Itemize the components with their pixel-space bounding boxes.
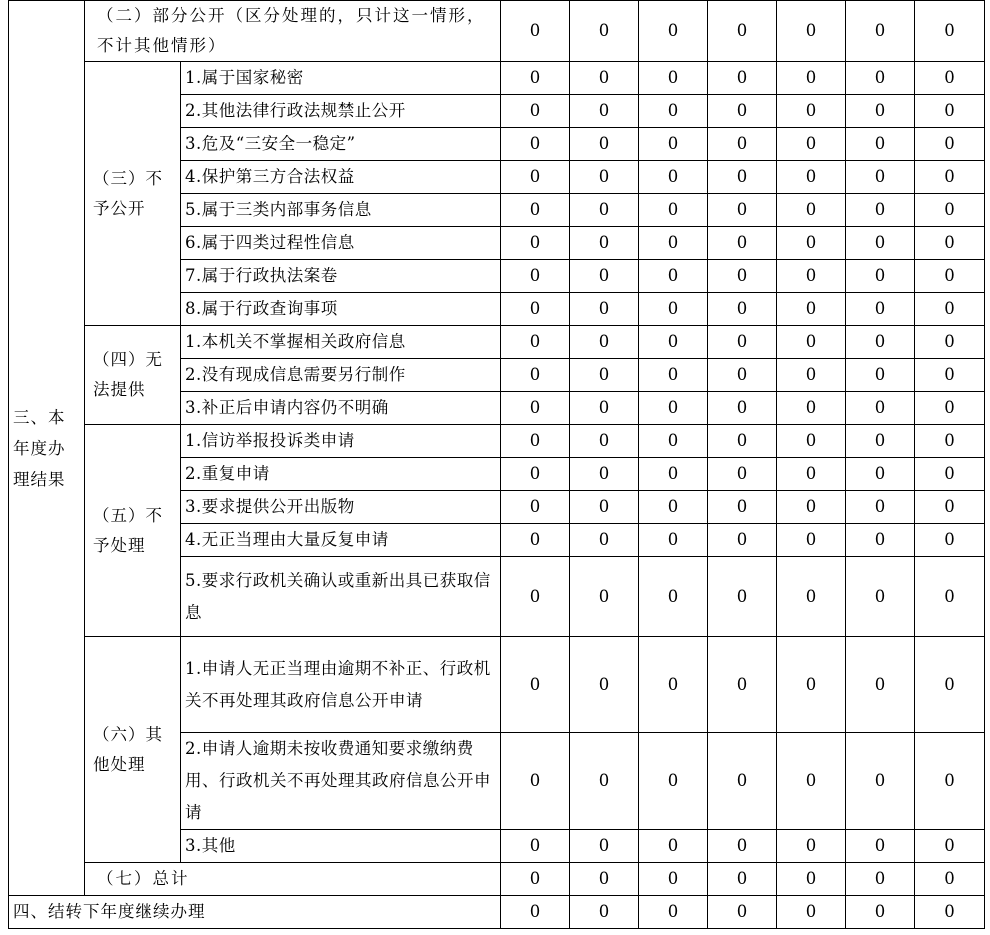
value-cell: 0 bbox=[570, 524, 639, 557]
value-cell: 0 bbox=[501, 128, 570, 161]
value-cell: 0 bbox=[501, 392, 570, 425]
value-cell: 0 bbox=[639, 392, 708, 425]
value-cell: 0 bbox=[777, 458, 846, 491]
value-cell: 0 bbox=[570, 359, 639, 392]
item-label-cell: 6.属于四类过程性信息 bbox=[181, 227, 501, 260]
value-cell: 0 bbox=[708, 830, 777, 863]
value-cell: 0 bbox=[777, 733, 846, 830]
item-label-cell: 1.申请人无正当理由逾期不补正、行政机关不再处理其政府信息公开申请 bbox=[181, 637, 501, 733]
value-cell: 0 bbox=[570, 326, 639, 359]
value-cell: 0 bbox=[846, 458, 915, 491]
category-cell: （五）不予处理 bbox=[85, 425, 181, 637]
value-cell: 0 bbox=[846, 392, 915, 425]
value-cell: 0 bbox=[915, 491, 985, 524]
value-cell: 0 bbox=[915, 637, 985, 733]
value-cell: 0 bbox=[501, 326, 570, 359]
value-cell: 0 bbox=[708, 95, 777, 128]
value-cell: 0 bbox=[501, 260, 570, 293]
value-cell: 0 bbox=[501, 293, 570, 326]
value-cell: 0 bbox=[570, 1, 639, 62]
value-cell: 0 bbox=[777, 260, 846, 293]
value-cell: 0 bbox=[570, 227, 639, 260]
value-cell: 0 bbox=[846, 1, 915, 62]
value-cell: 0 bbox=[501, 1, 570, 62]
value-cell: 0 bbox=[708, 524, 777, 557]
value-cell: 0 bbox=[501, 863, 570, 896]
item-label-cell: 3.要求提供公开出版物 bbox=[181, 491, 501, 524]
item-label-cell: 7.属于行政执法案卷 bbox=[181, 260, 501, 293]
value-cell: 0 bbox=[846, 733, 915, 830]
value-cell: 0 bbox=[570, 161, 639, 194]
value-cell: 0 bbox=[570, 95, 639, 128]
value-cell: 0 bbox=[570, 896, 639, 929]
value-cell: 0 bbox=[777, 425, 846, 458]
value-cell: 0 bbox=[639, 896, 708, 929]
total-label-cell: （七）总计 bbox=[85, 863, 501, 896]
value-cell: 0 bbox=[501, 359, 570, 392]
value-cell: 0 bbox=[501, 62, 570, 95]
item-label-cell: 5.属于三类内部事务信息 bbox=[181, 194, 501, 227]
category-cell: （六）其他处理 bbox=[85, 637, 181, 863]
value-cell: 0 bbox=[639, 1, 708, 62]
table-row bbox=[9, 326, 985, 359]
item-label-cell: 2.重复申请 bbox=[181, 458, 501, 491]
value-cell: 0 bbox=[639, 293, 708, 326]
value-cell: 0 bbox=[915, 1, 985, 62]
value-cell: 0 bbox=[846, 95, 915, 128]
item-label-cell: 2.申请人逾期未按收费通知要求缴纳费用、行政机关不再处理其政府信息公开申请 bbox=[181, 733, 501, 830]
value-cell: 0 bbox=[708, 227, 777, 260]
value-cell: 0 bbox=[708, 733, 777, 830]
value-cell: 0 bbox=[915, 95, 985, 128]
value-cell: 0 bbox=[639, 161, 708, 194]
value-cell: 0 bbox=[846, 293, 915, 326]
item-label-cell: 2.其他法律行政法规禁止公开 bbox=[181, 95, 501, 128]
value-cell: 0 bbox=[639, 524, 708, 557]
value-cell: 0 bbox=[777, 637, 846, 733]
value-cell: 0 bbox=[708, 425, 777, 458]
item-label-cell: 3.危及“三安全一稳定” bbox=[181, 128, 501, 161]
value-cell: 0 bbox=[570, 863, 639, 896]
value-cell: 0 bbox=[915, 830, 985, 863]
table-row bbox=[9, 896, 985, 929]
value-cell: 0 bbox=[639, 830, 708, 863]
item-label-cell: 8.属于行政查询事项 bbox=[181, 293, 501, 326]
value-cell: 0 bbox=[501, 896, 570, 929]
value-cell: 0 bbox=[501, 557, 570, 637]
table-row bbox=[9, 863, 985, 896]
value-cell: 0 bbox=[915, 293, 985, 326]
value-cell: 0 bbox=[915, 128, 985, 161]
value-cell: 0 bbox=[708, 293, 777, 326]
results-table bbox=[8, 0, 985, 929]
value-cell: 0 bbox=[846, 128, 915, 161]
value-cell: 0 bbox=[846, 863, 915, 896]
value-cell: 0 bbox=[708, 194, 777, 227]
table-row bbox=[9, 425, 985, 458]
value-cell: 0 bbox=[708, 863, 777, 896]
value-cell: 0 bbox=[777, 227, 846, 260]
value-cell: 0 bbox=[570, 128, 639, 161]
value-cell: 0 bbox=[570, 557, 639, 637]
value-cell: 0 bbox=[501, 95, 570, 128]
value-cell: 0 bbox=[639, 194, 708, 227]
value-cell: 0 bbox=[501, 425, 570, 458]
value-cell: 0 bbox=[915, 896, 985, 929]
value-cell: 0 bbox=[777, 161, 846, 194]
value-cell: 0 bbox=[846, 425, 915, 458]
section-title-cell: 三、本年度办理结果 bbox=[9, 1, 85, 896]
value-cell: 0 bbox=[708, 392, 777, 425]
carryover-label-cell: 四、结转下年度继续办理 bbox=[9, 896, 501, 929]
value-cell: 0 bbox=[846, 637, 915, 733]
category-cell: （二）部分公开（区分处理的，只计这一情形，不计其他情形） bbox=[85, 1, 501, 62]
value-cell: 0 bbox=[915, 194, 985, 227]
value-cell: 0 bbox=[846, 491, 915, 524]
value-cell: 0 bbox=[846, 227, 915, 260]
item-label-cell: 2.没有现成信息需要另行制作 bbox=[181, 359, 501, 392]
value-cell: 0 bbox=[777, 524, 846, 557]
table-row bbox=[9, 1, 985, 62]
value-cell: 0 bbox=[570, 830, 639, 863]
value-cell: 0 bbox=[915, 733, 985, 830]
value-cell: 0 bbox=[708, 637, 777, 733]
value-cell: 0 bbox=[777, 95, 846, 128]
value-cell: 0 bbox=[501, 733, 570, 830]
value-cell: 0 bbox=[639, 557, 708, 637]
value-cell: 0 bbox=[846, 896, 915, 929]
value-cell: 0 bbox=[570, 293, 639, 326]
value-cell: 0 bbox=[777, 491, 846, 524]
item-label-cell: 4.无正当理由大量反复申请 bbox=[181, 524, 501, 557]
value-cell: 0 bbox=[570, 733, 639, 830]
value-cell: 0 bbox=[501, 458, 570, 491]
value-cell: 0 bbox=[501, 830, 570, 863]
value-cell: 0 bbox=[639, 733, 708, 830]
value-cell: 0 bbox=[639, 458, 708, 491]
category-cell: （三）不予公开 bbox=[85, 62, 181, 326]
value-cell: 0 bbox=[777, 359, 846, 392]
value-cell: 0 bbox=[777, 557, 846, 637]
value-cell: 0 bbox=[639, 128, 708, 161]
value-cell: 0 bbox=[846, 62, 915, 95]
value-cell: 0 bbox=[846, 830, 915, 863]
value-cell: 0 bbox=[777, 830, 846, 863]
value-cell: 0 bbox=[915, 863, 985, 896]
item-label-cell: 1.属于国家秘密 bbox=[181, 62, 501, 95]
value-cell: 0 bbox=[777, 392, 846, 425]
value-cell: 0 bbox=[846, 161, 915, 194]
value-cell: 0 bbox=[501, 227, 570, 260]
value-cell: 0 bbox=[639, 637, 708, 733]
value-cell: 0 bbox=[501, 637, 570, 733]
value-cell: 0 bbox=[777, 326, 846, 359]
item-label-cell: 1.信访举报投诉类申请 bbox=[181, 425, 501, 458]
value-cell: 0 bbox=[915, 359, 985, 392]
value-cell: 0 bbox=[708, 359, 777, 392]
value-cell: 0 bbox=[501, 524, 570, 557]
value-cell: 0 bbox=[639, 326, 708, 359]
value-cell: 0 bbox=[501, 491, 570, 524]
value-cell: 0 bbox=[915, 392, 985, 425]
value-cell: 0 bbox=[570, 62, 639, 95]
value-cell: 0 bbox=[570, 392, 639, 425]
value-cell: 0 bbox=[570, 425, 639, 458]
value-cell: 0 bbox=[570, 260, 639, 293]
value-cell: 0 bbox=[777, 293, 846, 326]
value-cell: 0 bbox=[570, 637, 639, 733]
value-cell: 0 bbox=[639, 260, 708, 293]
value-cell: 0 bbox=[639, 425, 708, 458]
value-cell: 0 bbox=[501, 161, 570, 194]
value-cell: 0 bbox=[846, 260, 915, 293]
value-cell: 0 bbox=[708, 896, 777, 929]
value-cell: 0 bbox=[639, 95, 708, 128]
value-cell: 0 bbox=[639, 863, 708, 896]
value-cell: 0 bbox=[708, 1, 777, 62]
value-cell: 0 bbox=[915, 557, 985, 637]
value-cell: 0 bbox=[915, 260, 985, 293]
item-label-cell: 4.保护第三方合法权益 bbox=[181, 161, 501, 194]
table-row bbox=[9, 62, 985, 95]
value-cell: 0 bbox=[846, 326, 915, 359]
value-cell: 0 bbox=[777, 194, 846, 227]
value-cell: 0 bbox=[846, 194, 915, 227]
value-cell: 0 bbox=[570, 194, 639, 227]
category-cell: （四）无法提供 bbox=[85, 326, 181, 425]
value-cell: 0 bbox=[708, 128, 777, 161]
value-cell: 0 bbox=[915, 62, 985, 95]
results-table-body bbox=[9, 1, 985, 929]
value-cell: 0 bbox=[846, 359, 915, 392]
table-row bbox=[9, 637, 985, 733]
item-label-cell: 1.本机关不掌握相关政府信息 bbox=[181, 326, 501, 359]
value-cell: 0 bbox=[915, 161, 985, 194]
value-cell: 0 bbox=[915, 458, 985, 491]
value-cell: 0 bbox=[846, 557, 915, 637]
value-cell: 0 bbox=[777, 128, 846, 161]
value-cell: 0 bbox=[915, 425, 985, 458]
value-cell: 0 bbox=[501, 194, 570, 227]
value-cell: 0 bbox=[639, 62, 708, 95]
value-cell: 0 bbox=[708, 458, 777, 491]
value-cell: 0 bbox=[777, 896, 846, 929]
value-cell: 0 bbox=[639, 491, 708, 524]
value-cell: 0 bbox=[915, 326, 985, 359]
value-cell: 0 bbox=[915, 524, 985, 557]
value-cell: 0 bbox=[708, 260, 777, 293]
item-label-cell: 3.其他 bbox=[181, 830, 501, 863]
value-cell: 0 bbox=[708, 62, 777, 95]
value-cell: 0 bbox=[570, 491, 639, 524]
value-cell: 0 bbox=[708, 557, 777, 637]
value-cell: 0 bbox=[639, 359, 708, 392]
value-cell: 0 bbox=[915, 227, 985, 260]
value-cell: 0 bbox=[708, 491, 777, 524]
value-cell: 0 bbox=[708, 161, 777, 194]
value-cell: 0 bbox=[777, 863, 846, 896]
value-cell: 0 bbox=[846, 524, 915, 557]
item-label-cell: 5.要求行政机关确认或重新出具已获取信息 bbox=[181, 557, 501, 637]
value-cell: 0 bbox=[639, 227, 708, 260]
value-cell: 0 bbox=[777, 62, 846, 95]
value-cell: 0 bbox=[777, 1, 846, 62]
value-cell: 0 bbox=[570, 458, 639, 491]
item-label-cell: 3.补正后申请内容仍不明确 bbox=[181, 392, 501, 425]
value-cell: 0 bbox=[708, 326, 777, 359]
